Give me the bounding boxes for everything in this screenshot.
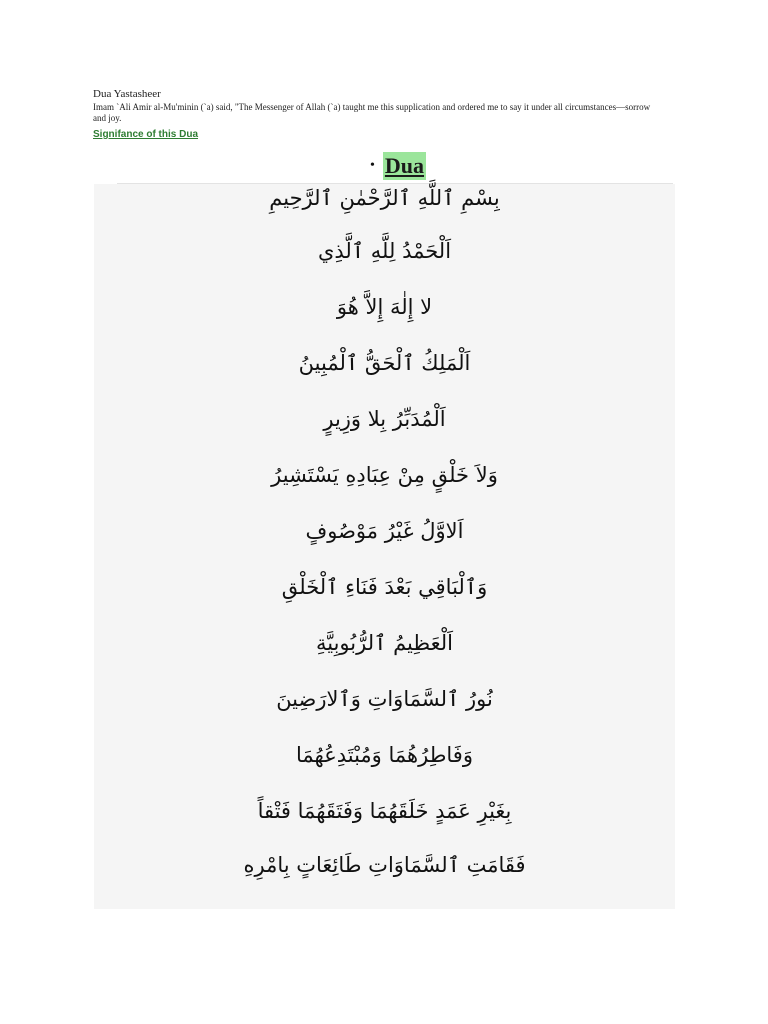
section-heading[interactable]: Dua [384,153,425,178]
verse-line: وَفَاطِرُهُمَا وَمُبْتَدِعُهُمَا [295,743,473,767]
verse-line: بِسْمِ ٱللَّهِ ٱلرَّحْمٰنِ ٱلرَّحِيمِ [269,186,500,210]
significance-link[interactable]: Signifance of this Dua [93,129,199,140]
document-title: Dua Yastasheer [93,88,161,100]
verse-line: لا إِلٰهَ إِلاَّ هُوَ [336,295,433,319]
verse-line: وَلاَ خَلْقٍ مِنْ عِبَادِهِ يَسْتَشِيرُ [271,463,498,487]
dua-heading-row [370,152,426,180]
intro-paragraph: Imam `Ali Amir al-Mu'minin (`a) said, "The Messenger of Allah (`a) taught me this supplication and ordered me to say it under all circumstances—sorrow and joy. [93,102,651,123]
verse-line: وَٱلْبَاقِي بَعْدَ فَنَاءِ ٱلْخَلْقِ [281,575,488,599]
verse-line: اَلْحَمْدُ لِلَّهِ ٱلَّذِي [317,239,452,263]
verse-line: اَلاوَّلُ غَيْرُ مَوْصُوفٍ [305,519,464,543]
arabic-text-panel [94,184,675,909]
verse-line: اَلْمَلِكُ ٱلْحَقُّ ٱلْمُبِينُ [298,351,471,375]
verse-line: اَلْعَظِيمُ ٱلرُّبُوبِيَّةِ [315,631,453,655]
verse-line: اَلْمُدَبِّرُ بِلا وَزِيرٍ [323,407,446,431]
verse-line: فَقَامَتِ ٱلسَّمَاوَاتِ طَائِعَاتٍ بِامْرِهِ [243,853,526,877]
verse-line: بِغَيْرِ عَمَدٍ خَلَقَهُمَا وَفَتَقَهُمَا فَتْقاً [257,799,512,823]
bullet-icon: • [370,158,375,173]
document-header [93,88,653,142]
verse-line: نُورُ ٱلسَّمَاوَاتِ وَٱلارَضِينَ [276,687,493,711]
